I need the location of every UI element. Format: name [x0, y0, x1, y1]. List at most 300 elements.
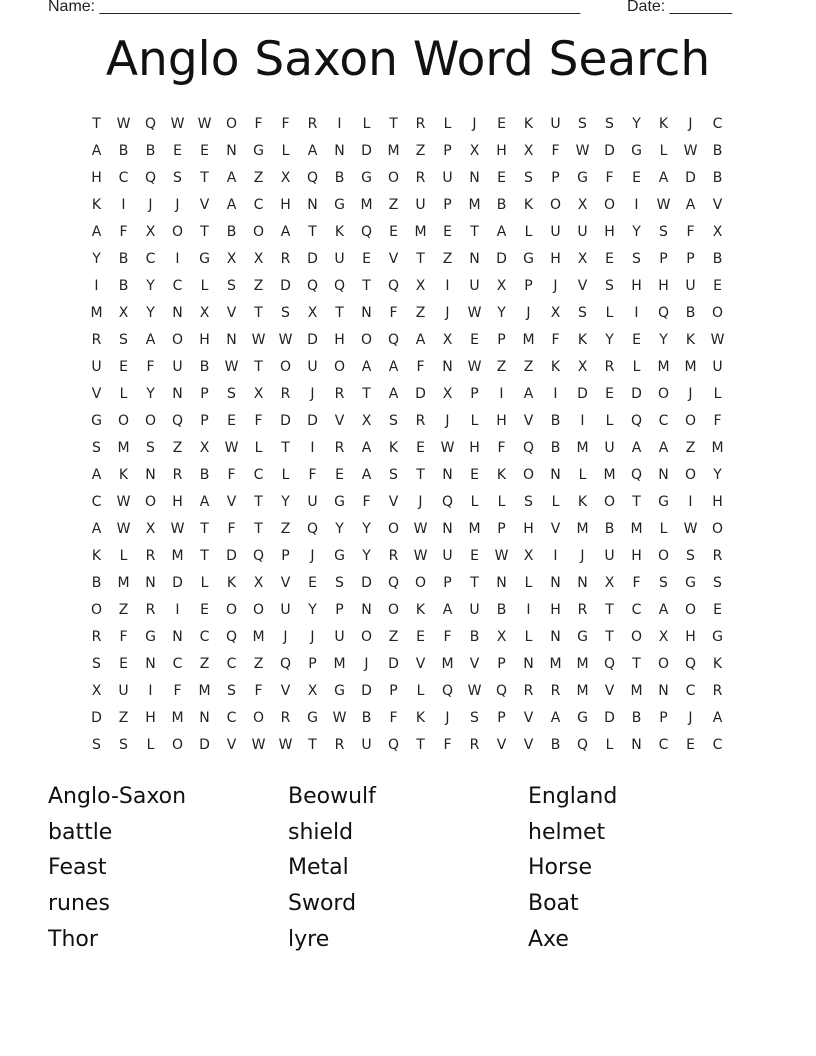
grid-cell: U: [604, 548, 615, 564]
grid-cell: G: [577, 629, 588, 645]
grid-row: [83, 168, 731, 195]
grid-cell: X: [577, 251, 588, 267]
grid-cell: L: [659, 143, 668, 159]
grid-cell: B: [118, 251, 129, 267]
grid-cell: M: [684, 359, 697, 375]
grid-cell: D: [496, 251, 507, 267]
grid-cell: O: [711, 521, 724, 537]
grid-cell: W: [278, 737, 293, 753]
grid-cell: J: [175, 197, 180, 213]
grid-cell: Q: [522, 440, 535, 456]
grid-cell: Q: [333, 278, 346, 294]
grid-cell: O: [279, 359, 292, 375]
grid-row: [83, 195, 731, 222]
grid-cell: M: [198, 683, 211, 699]
grid-cell: J: [418, 494, 423, 510]
grid-cell: G: [334, 548, 345, 564]
grid-cell: X: [442, 332, 453, 348]
grid-cell: F: [551, 143, 560, 159]
grid-cell: G: [334, 683, 345, 699]
grid-cell: V: [91, 386, 102, 402]
grid-cell: X: [550, 305, 561, 321]
grid-cell: U: [334, 629, 345, 645]
grid-cell: E: [632, 170, 641, 186]
grid-cell: X: [415, 278, 426, 294]
grid-cell: A: [91, 143, 102, 159]
grid-cell: T: [389, 116, 398, 132]
grid-cell: A: [361, 359, 372, 375]
grid-cell: U: [334, 251, 345, 267]
grid-cell: C: [658, 737, 669, 753]
grid-cell: R: [334, 440, 345, 456]
grid-cell: U: [550, 116, 561, 132]
grid-cell: S: [119, 332, 128, 348]
grid-cell: P: [470, 386, 479, 402]
grid-cell: S: [605, 116, 614, 132]
grid-cell: N: [226, 143, 237, 159]
grid-cell: S: [659, 575, 668, 591]
grid-cell: O: [603, 494, 616, 510]
grid-row: [83, 708, 731, 735]
grid-cell: D: [361, 575, 372, 591]
grid-cell: R: [280, 251, 291, 267]
grid-cell: W: [224, 440, 239, 456]
grid-cell: V: [523, 710, 534, 726]
grid-cell: M: [576, 683, 589, 699]
grid-cell: I: [499, 386, 504, 402]
grid-cell: B: [685, 305, 696, 321]
grid-cell: Z: [415, 143, 426, 159]
grid-cell: H: [631, 278, 642, 294]
grid-cell: V: [388, 251, 399, 267]
word-list-item: Feast: [48, 855, 107, 881]
grid-cell: A: [658, 170, 669, 186]
grid-cell: W: [494, 548, 509, 564]
grid-cell: J: [445, 305, 450, 321]
grid-cell: Z: [118, 710, 129, 726]
grid-cell: N: [145, 467, 156, 483]
grid-cell: H: [199, 332, 210, 348]
grid-cell: Q: [306, 170, 319, 186]
grid-cell: O: [657, 548, 670, 564]
grid-cell: B: [118, 143, 129, 159]
grid-cell: G: [577, 710, 588, 726]
grid-cell: A: [91, 521, 102, 537]
word-list: [48, 779, 768, 957]
grid-cell: I: [310, 440, 315, 456]
grid-cell: J: [310, 386, 315, 402]
grid-cell: N: [496, 575, 507, 591]
grid-cell: M: [630, 521, 643, 537]
grid-cell: G: [199, 251, 210, 267]
grid-cell: N: [145, 656, 156, 672]
grid-cell: N: [361, 305, 372, 321]
grid-row: [83, 519, 731, 546]
grid-cell: W: [116, 521, 131, 537]
grid-cell: M: [360, 197, 373, 213]
grid-cell: T: [254, 305, 263, 321]
grid-cell: U: [280, 602, 291, 618]
grid-cell: O: [630, 629, 643, 645]
grid-cell: L: [524, 629, 533, 645]
grid-cell: J: [688, 386, 693, 402]
grid-cell: S: [524, 170, 533, 186]
word-list-item: Sword: [288, 891, 357, 917]
grid-cell: A: [712, 710, 723, 726]
grid-cell: X: [199, 440, 210, 456]
grid-cell: H: [631, 548, 642, 564]
grid-cell: O: [387, 170, 400, 186]
grid-cell: Q: [630, 467, 643, 483]
grid-cell: X: [307, 305, 318, 321]
grid-cell: O: [144, 494, 157, 510]
grid-cell: S: [227, 683, 236, 699]
grid-cell: L: [281, 143, 290, 159]
grid-cell: D: [631, 386, 642, 402]
grid-cell: O: [549, 197, 562, 213]
grid-cell: M: [549, 656, 562, 672]
grid-cell: D: [280, 278, 291, 294]
grid-cell: M: [576, 656, 589, 672]
grid-cell: T: [605, 602, 614, 618]
grid-cell: X: [253, 251, 264, 267]
grid-cell: J: [445, 413, 450, 429]
grid-cell: P: [443, 143, 452, 159]
grid-cell: F: [551, 332, 560, 348]
grid-cell: L: [362, 116, 371, 132]
grid-cell: B: [550, 737, 561, 753]
grid-cell: K: [523, 197, 534, 213]
grid-cell: D: [199, 737, 210, 753]
grid-cell: F: [146, 359, 155, 375]
word-list-item: England: [528, 784, 618, 809]
grid-cell: Z: [118, 602, 129, 618]
grid-cell: U: [469, 602, 480, 618]
grid-cell: F: [632, 575, 641, 591]
grid-cell: M: [414, 224, 427, 240]
grid-cell: L: [119, 548, 128, 564]
grid-cell: I: [526, 602, 531, 618]
grid-cell: F: [389, 710, 398, 726]
grid-cell: N: [658, 467, 669, 483]
grid-cell: I: [94, 278, 99, 294]
grid-row: [83, 222, 731, 249]
grid-cell: V: [226, 737, 237, 753]
grid-cell: W: [332, 710, 347, 726]
grid-cell: H: [685, 629, 696, 645]
grid-cell: B: [91, 575, 102, 591]
grid-cell: T: [200, 548, 209, 564]
grid-row: [83, 735, 731, 762]
grid-cell: W: [710, 332, 725, 348]
grid-cell: N: [631, 737, 642, 753]
grid-cell: L: [470, 413, 479, 429]
grid-cell: M: [117, 440, 130, 456]
grid-cell: N: [199, 710, 210, 726]
grid-cell: X: [469, 143, 480, 159]
grid-cell: J: [310, 629, 315, 645]
grid-cell: J: [553, 278, 558, 294]
grid-cell: S: [632, 251, 641, 267]
grid-cell: G: [307, 710, 318, 726]
grid-row: [83, 330, 731, 357]
grid-cell: N: [145, 575, 156, 591]
grid-cell: Q: [171, 413, 184, 429]
grid-cell: N: [469, 251, 480, 267]
grid-cell: T: [200, 170, 209, 186]
grid-cell: C: [226, 656, 237, 672]
grid-cell: A: [388, 386, 399, 402]
grid-cell: W: [116, 116, 131, 132]
grid-cell: X: [118, 305, 129, 321]
grid-cell: D: [388, 656, 399, 672]
grid-cell: G: [658, 494, 669, 510]
grid-cell: Q: [387, 278, 400, 294]
grid-cell: A: [685, 197, 696, 213]
grid-cell: N: [442, 467, 453, 483]
grid-cell: O: [360, 629, 373, 645]
grid-cell: E: [470, 332, 479, 348]
grid-cell: Z: [523, 359, 534, 375]
grid-cell: L: [551, 494, 560, 510]
grid-cell: L: [443, 116, 452, 132]
grid-cell: N: [334, 143, 345, 159]
grid-cell: W: [683, 143, 698, 159]
grid-cell: I: [688, 494, 693, 510]
grid-cell: M: [387, 143, 400, 159]
grid-cell: C: [712, 737, 723, 753]
grid-cell: Q: [603, 656, 616, 672]
grid-cell: H: [496, 143, 507, 159]
grid-cell: H: [550, 602, 561, 618]
grid-cell: I: [580, 413, 585, 429]
grid-cell: B: [199, 467, 210, 483]
grid-cell: O: [252, 602, 265, 618]
grid-cell: U: [604, 440, 615, 456]
word-list-item: lyre: [288, 926, 330, 952]
grid-cell: W: [251, 737, 266, 753]
grid-cell: D: [685, 170, 696, 186]
grid-cell: T: [281, 440, 290, 456]
grid-cell: J: [364, 656, 369, 672]
grid-cell: E: [443, 224, 452, 240]
grid-cell: D: [361, 683, 372, 699]
grid-cell: I: [121, 197, 126, 213]
grid-cell: U: [685, 278, 696, 294]
grid-cell: E: [713, 278, 722, 294]
grid-cell: F: [713, 413, 722, 429]
word-list-item: battle: [48, 819, 113, 845]
grid-cell: E: [605, 251, 614, 267]
grid-cell: O: [522, 467, 535, 483]
grid-cell: R: [712, 548, 723, 564]
grid-cell: Y: [281, 494, 290, 510]
grid-cell: O: [144, 413, 157, 429]
grid-cell: Q: [441, 683, 454, 699]
grid-cell: K: [91, 548, 102, 564]
grid-cell: M: [468, 197, 481, 213]
grid-cell: S: [281, 305, 290, 321]
grid-cell: D: [91, 710, 102, 726]
grid-cell: V: [280, 575, 291, 591]
grid-cell: F: [254, 413, 263, 429]
grid-cell: L: [632, 359, 641, 375]
grid-cell: I: [634, 305, 639, 321]
grid-cell: I: [148, 683, 153, 699]
grid-cell: X: [307, 683, 318, 699]
grid-cell: O: [711, 305, 724, 321]
grid-cell: G: [577, 170, 588, 186]
grid-cell: W: [467, 683, 482, 699]
grid-cell: Q: [252, 548, 265, 564]
grid-cell: B: [604, 521, 615, 537]
grid-cell: A: [91, 467, 102, 483]
grid-cell: R: [523, 683, 534, 699]
word-list-item: Anglo-Saxon: [48, 784, 187, 809]
grid-cell: E: [173, 143, 182, 159]
grid-cell: A: [226, 197, 237, 213]
grid-cell: A: [226, 170, 237, 186]
grid-cell: K: [577, 332, 588, 348]
grid-cell: U: [442, 548, 453, 564]
grid-cell: F: [605, 170, 614, 186]
grid-cell: O: [225, 602, 238, 618]
grid-cell: R: [388, 548, 399, 564]
grid-cell: W: [440, 440, 455, 456]
grid-cell: X: [496, 278, 507, 294]
grid-cell: B: [712, 170, 723, 186]
grid-cell: X: [523, 548, 534, 564]
grid-cell: Q: [495, 683, 508, 699]
grid-cell: K: [415, 710, 426, 726]
grid-cell: S: [227, 386, 236, 402]
grid-cell: X: [604, 575, 615, 591]
grid-cell: C: [145, 251, 156, 267]
grid-cell: E: [416, 629, 425, 645]
grid-row: [83, 357, 731, 384]
grid-cell: R: [415, 170, 426, 186]
grid-cell: R: [307, 116, 318, 132]
grid-cell: X: [361, 413, 372, 429]
grid-cell: U: [550, 224, 561, 240]
grid-row: [83, 384, 731, 411]
grid-cell: U: [91, 359, 102, 375]
grid-cell: B: [226, 224, 237, 240]
grid-cell: K: [415, 602, 426, 618]
grid-cell: H: [469, 440, 480, 456]
grid-cell: L: [254, 440, 263, 456]
grid-cell: D: [604, 710, 615, 726]
grid-cell: O: [657, 386, 670, 402]
grid-cell: U: [469, 278, 480, 294]
grid-cell: T: [308, 224, 317, 240]
grid-cell: U: [361, 737, 372, 753]
grid-cell: S: [713, 575, 722, 591]
grid-cell: T: [308, 737, 317, 753]
grid-cell: B: [550, 413, 561, 429]
grid-cell: D: [226, 548, 237, 564]
grid-row: [83, 546, 731, 573]
grid-cell: H: [712, 494, 723, 510]
grid-cell: Z: [388, 629, 399, 645]
grid-cell: M: [603, 467, 616, 483]
grid-cell: W: [413, 548, 428, 564]
grid-cell: S: [119, 737, 128, 753]
grid-cell: L: [713, 386, 722, 402]
grid-cell: M: [171, 710, 184, 726]
grid-cell: E: [308, 575, 317, 591]
grid-cell: W: [467, 359, 482, 375]
grid-cell: R: [334, 737, 345, 753]
grid-cell: F: [497, 440, 506, 456]
grid-cell: R: [334, 386, 345, 402]
grid-cell: G: [253, 143, 264, 159]
grid-cell: W: [251, 332, 266, 348]
grid-row: [83, 303, 731, 330]
grid-cell: Z: [685, 440, 696, 456]
grid-cell: R: [145, 602, 156, 618]
grid-cell: D: [415, 386, 426, 402]
grid-cell: O: [684, 602, 697, 618]
grid-cell: Z: [496, 359, 507, 375]
grid-cell: O: [333, 359, 346, 375]
grid-row: [83, 141, 731, 168]
grid-cell: T: [335, 305, 344, 321]
grid-cell: N: [307, 197, 318, 213]
grid-row: [83, 681, 731, 708]
grid-cell: O: [684, 413, 697, 429]
grid-cell: S: [146, 440, 155, 456]
grid-cell: W: [575, 143, 590, 159]
word-list-item: Axe: [528, 926, 569, 952]
grid-cell: A: [145, 332, 156, 348]
grid-cell: U: [118, 683, 129, 699]
grid-cell: V: [712, 197, 723, 213]
grid-cell: Z: [199, 656, 210, 672]
grid-cell: N: [577, 575, 588, 591]
grid-cell: R: [145, 548, 156, 564]
grid-cell: O: [252, 224, 265, 240]
grid-cell: E: [335, 467, 344, 483]
grid-cell: H: [496, 413, 507, 429]
grid-cell: L: [146, 737, 155, 753]
grid-cell: P: [308, 656, 317, 672]
grid-cell: E: [713, 602, 722, 618]
grid-cell: P: [524, 278, 533, 294]
grid-cell: C: [199, 629, 210, 645]
grid-cell: Y: [146, 278, 155, 294]
grid-cell: P: [200, 386, 209, 402]
grid-row: [83, 276, 731, 303]
grid-cell: T: [362, 386, 371, 402]
grid-cell: V: [226, 305, 237, 321]
grid-cell: S: [173, 170, 182, 186]
grid-cell: P: [659, 251, 668, 267]
grid-cell: R: [280, 386, 291, 402]
grid-cell: A: [91, 224, 102, 240]
grid-cell: K: [388, 440, 399, 456]
grid-cell: A: [307, 143, 318, 159]
grid-cell: H: [280, 197, 291, 213]
letter-grid: [83, 114, 731, 762]
date-field-label: Date: _______: [627, 0, 732, 15]
grid-cell: Y: [146, 386, 155, 402]
grid-cell: R: [469, 737, 480, 753]
grid-cell: W: [170, 116, 185, 132]
grid-cell: O: [387, 602, 400, 618]
grid-cell: D: [280, 413, 291, 429]
grid-cell: E: [119, 359, 128, 375]
